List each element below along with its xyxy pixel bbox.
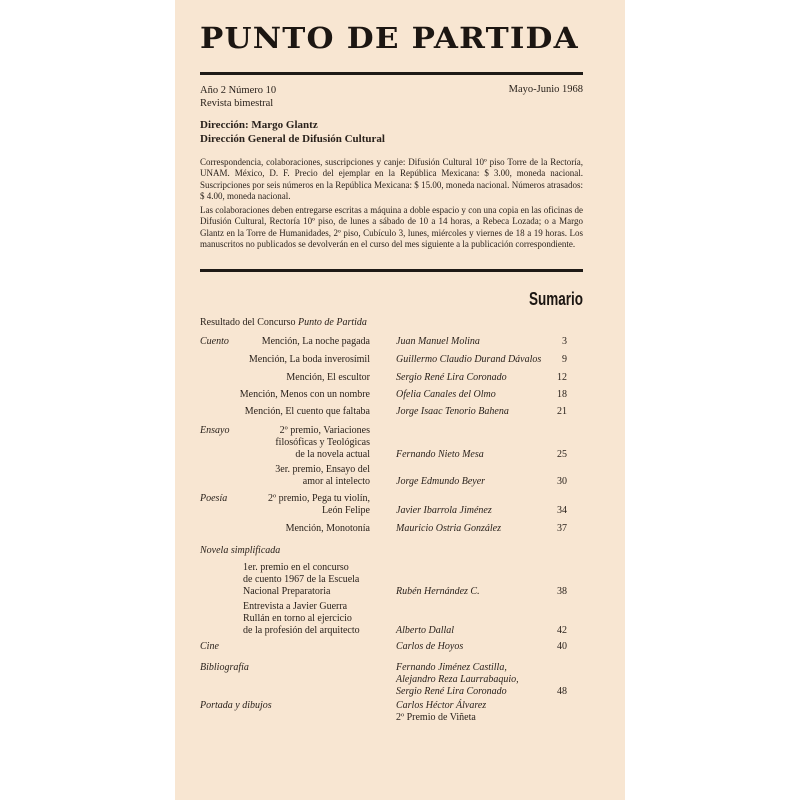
toc-author: Fernando Nieto Mesa	[396, 449, 484, 460]
toc-author: Ofelia Canales del Olmo	[396, 389, 496, 400]
toc-page: 12	[557, 372, 567, 383]
toc-category: Poesía	[200, 493, 228, 504]
toc-author-line: Carlos Héctor Álvarez	[396, 700, 487, 711]
toc-category: Portada y dibujos	[200, 700, 272, 711]
issue-frequency: Revista bimestral	[200, 98, 274, 109]
toc-author-note: 2º Premio de Viñeta	[396, 712, 476, 723]
toc-category: Ensayo	[200, 425, 230, 436]
toc-category: Cine	[200, 641, 219, 652]
issue-number: Año 2 Número 10	[200, 85, 277, 96]
toc-author-line: Fernando Jiménez Castilla,	[396, 662, 507, 673]
toc-category: Novela simplificada	[200, 545, 281, 556]
toc-page: 18	[557, 389, 567, 400]
toc-title: Mención, El cuento que faltaba	[244, 406, 370, 417]
toc-author: Jorge Isaac Tenorio Bahena	[396, 406, 509, 417]
toc-title: Mención, Monotonía	[285, 523, 370, 534]
magazine-title: PUNTO DE PARTIDA	[200, 22, 579, 56]
contest-prefix: Resultado del Concurso	[200, 317, 299, 328]
toc-author: Javier Ibarrola Jiménez	[396, 505, 492, 516]
direction-block	[200, 118, 385, 146]
toc-title-line: amor al intelecto	[302, 476, 370, 487]
toc-author: Guillermo Claudio Durand Dávalos	[396, 354, 542, 365]
middle-rule	[200, 269, 583, 272]
contest-name: Punto de Partida	[298, 317, 367, 328]
toc-page: 30	[557, 476, 567, 487]
toc-title: Mención, La noche pagada	[261, 336, 370, 347]
magazine-page	[175, 0, 625, 800]
sumario-heading: Sumario	[528, 289, 583, 309]
toc-title-line: 1er. premio en el concurso	[243, 562, 349, 573]
toc-title-line: de la profesión del arquitecto	[243, 625, 360, 636]
toc-title: Mención, El escultor	[286, 372, 370, 383]
toc-page: 34	[557, 505, 567, 516]
toc-title-line: Entrevista a Javier Guerra	[243, 601, 348, 612]
toc-page: 37	[557, 523, 567, 534]
toc-author: Juan Manuel Molina	[396, 336, 480, 347]
toc-page: 40	[557, 641, 567, 652]
department: Dirección General de Difusión Cultural	[200, 133, 385, 145]
toc-page: 42	[557, 625, 567, 636]
correspondence-paragraph: Correspondencia, colaboraciones, suscripciones y canje: Difusión Cultural 10º piso Torre de la Rectoría, UNAM. México, D. F. Precio del ejemplar en la República Mexicana: $ 3.00, moneda nacional. Suscripciones por seis números en la República Mexicana: $ 15.00, moneda nacional. Números atrasados: $ 4.00, moneda nacional.	[200, 157, 583, 201]
toc-title-line: 3er. premio, Ensayo del	[275, 464, 370, 475]
toc-category: Cuento	[200, 336, 229, 347]
toc-page: 25	[557, 449, 567, 460]
toc-category: Bibliografía	[200, 662, 249, 673]
director: Dirección: Margo Glantz	[200, 119, 318, 131]
submissions-paragraph: Las colaboraciones deben entregarse escritas a máquina a doble espacio y con una copia en las oficinas de Difusión Cultural, Rectoría 10º piso, de lunes a sábado de 10 a 14 horas, a Rebeca Lozada; o a Margo Glantz en la Torre de Humanidades, 2º piso, Cubículo 3, lunes, miércoles y viernes de 18 a 19 horas. Los manuscritos no publicados se devolverán en el curso del mes siguiente a la publicación correspondiente.	[200, 205, 583, 249]
toc-page: 21	[557, 406, 567, 417]
toc-title-line: de cuento 1967 de la Escuela	[243, 574, 360, 585]
toc-author: Alberto Dallal	[396, 625, 455, 636]
toc-title-line: 2º premio, Pega tu violín,	[268, 493, 370, 504]
issue-date: Mayo-Junio 1968	[508, 84, 583, 95]
issue-info	[200, 84, 276, 110]
toc-title-line: 2º premio, Variaciones	[279, 425, 370, 436]
toc-author: Rubén Hernández C.	[396, 586, 480, 597]
top-rule	[200, 72, 583, 75]
toc-title-line: León Felipe	[321, 505, 370, 516]
contest-heading	[200, 317, 367, 328]
toc-page: 9	[562, 354, 567, 365]
toc-title: Mención, La boda inverosímil	[248, 354, 370, 365]
toc-author: Sergio René Lira Coronado	[396, 372, 507, 383]
toc-page: 3	[562, 336, 567, 347]
toc-author: Jorge Edmundo Beyer	[396, 476, 486, 487]
toc-title-line: filosóficas y Teológicas	[275, 437, 370, 448]
toc-author: Mauricio Ostria González	[396, 523, 501, 534]
toc-page: 48	[557, 686, 567, 697]
toc-title-line: Nacional Preparatoria	[243, 586, 331, 597]
toc-author: Carlos de Hoyos	[396, 641, 464, 652]
toc-author-line: Sergio René Lira Coronado	[396, 686, 507, 697]
toc-title-line: de la novela actual	[295, 449, 370, 460]
toc-title-line: Rullán en torno al ejercicio	[243, 613, 352, 624]
toc-title: Mención, Menos con un nombre	[239, 389, 370, 400]
toc-author-line: Alejandro Reza Laurrabaquio,	[396, 674, 519, 685]
toc-page: 38	[557, 586, 567, 597]
